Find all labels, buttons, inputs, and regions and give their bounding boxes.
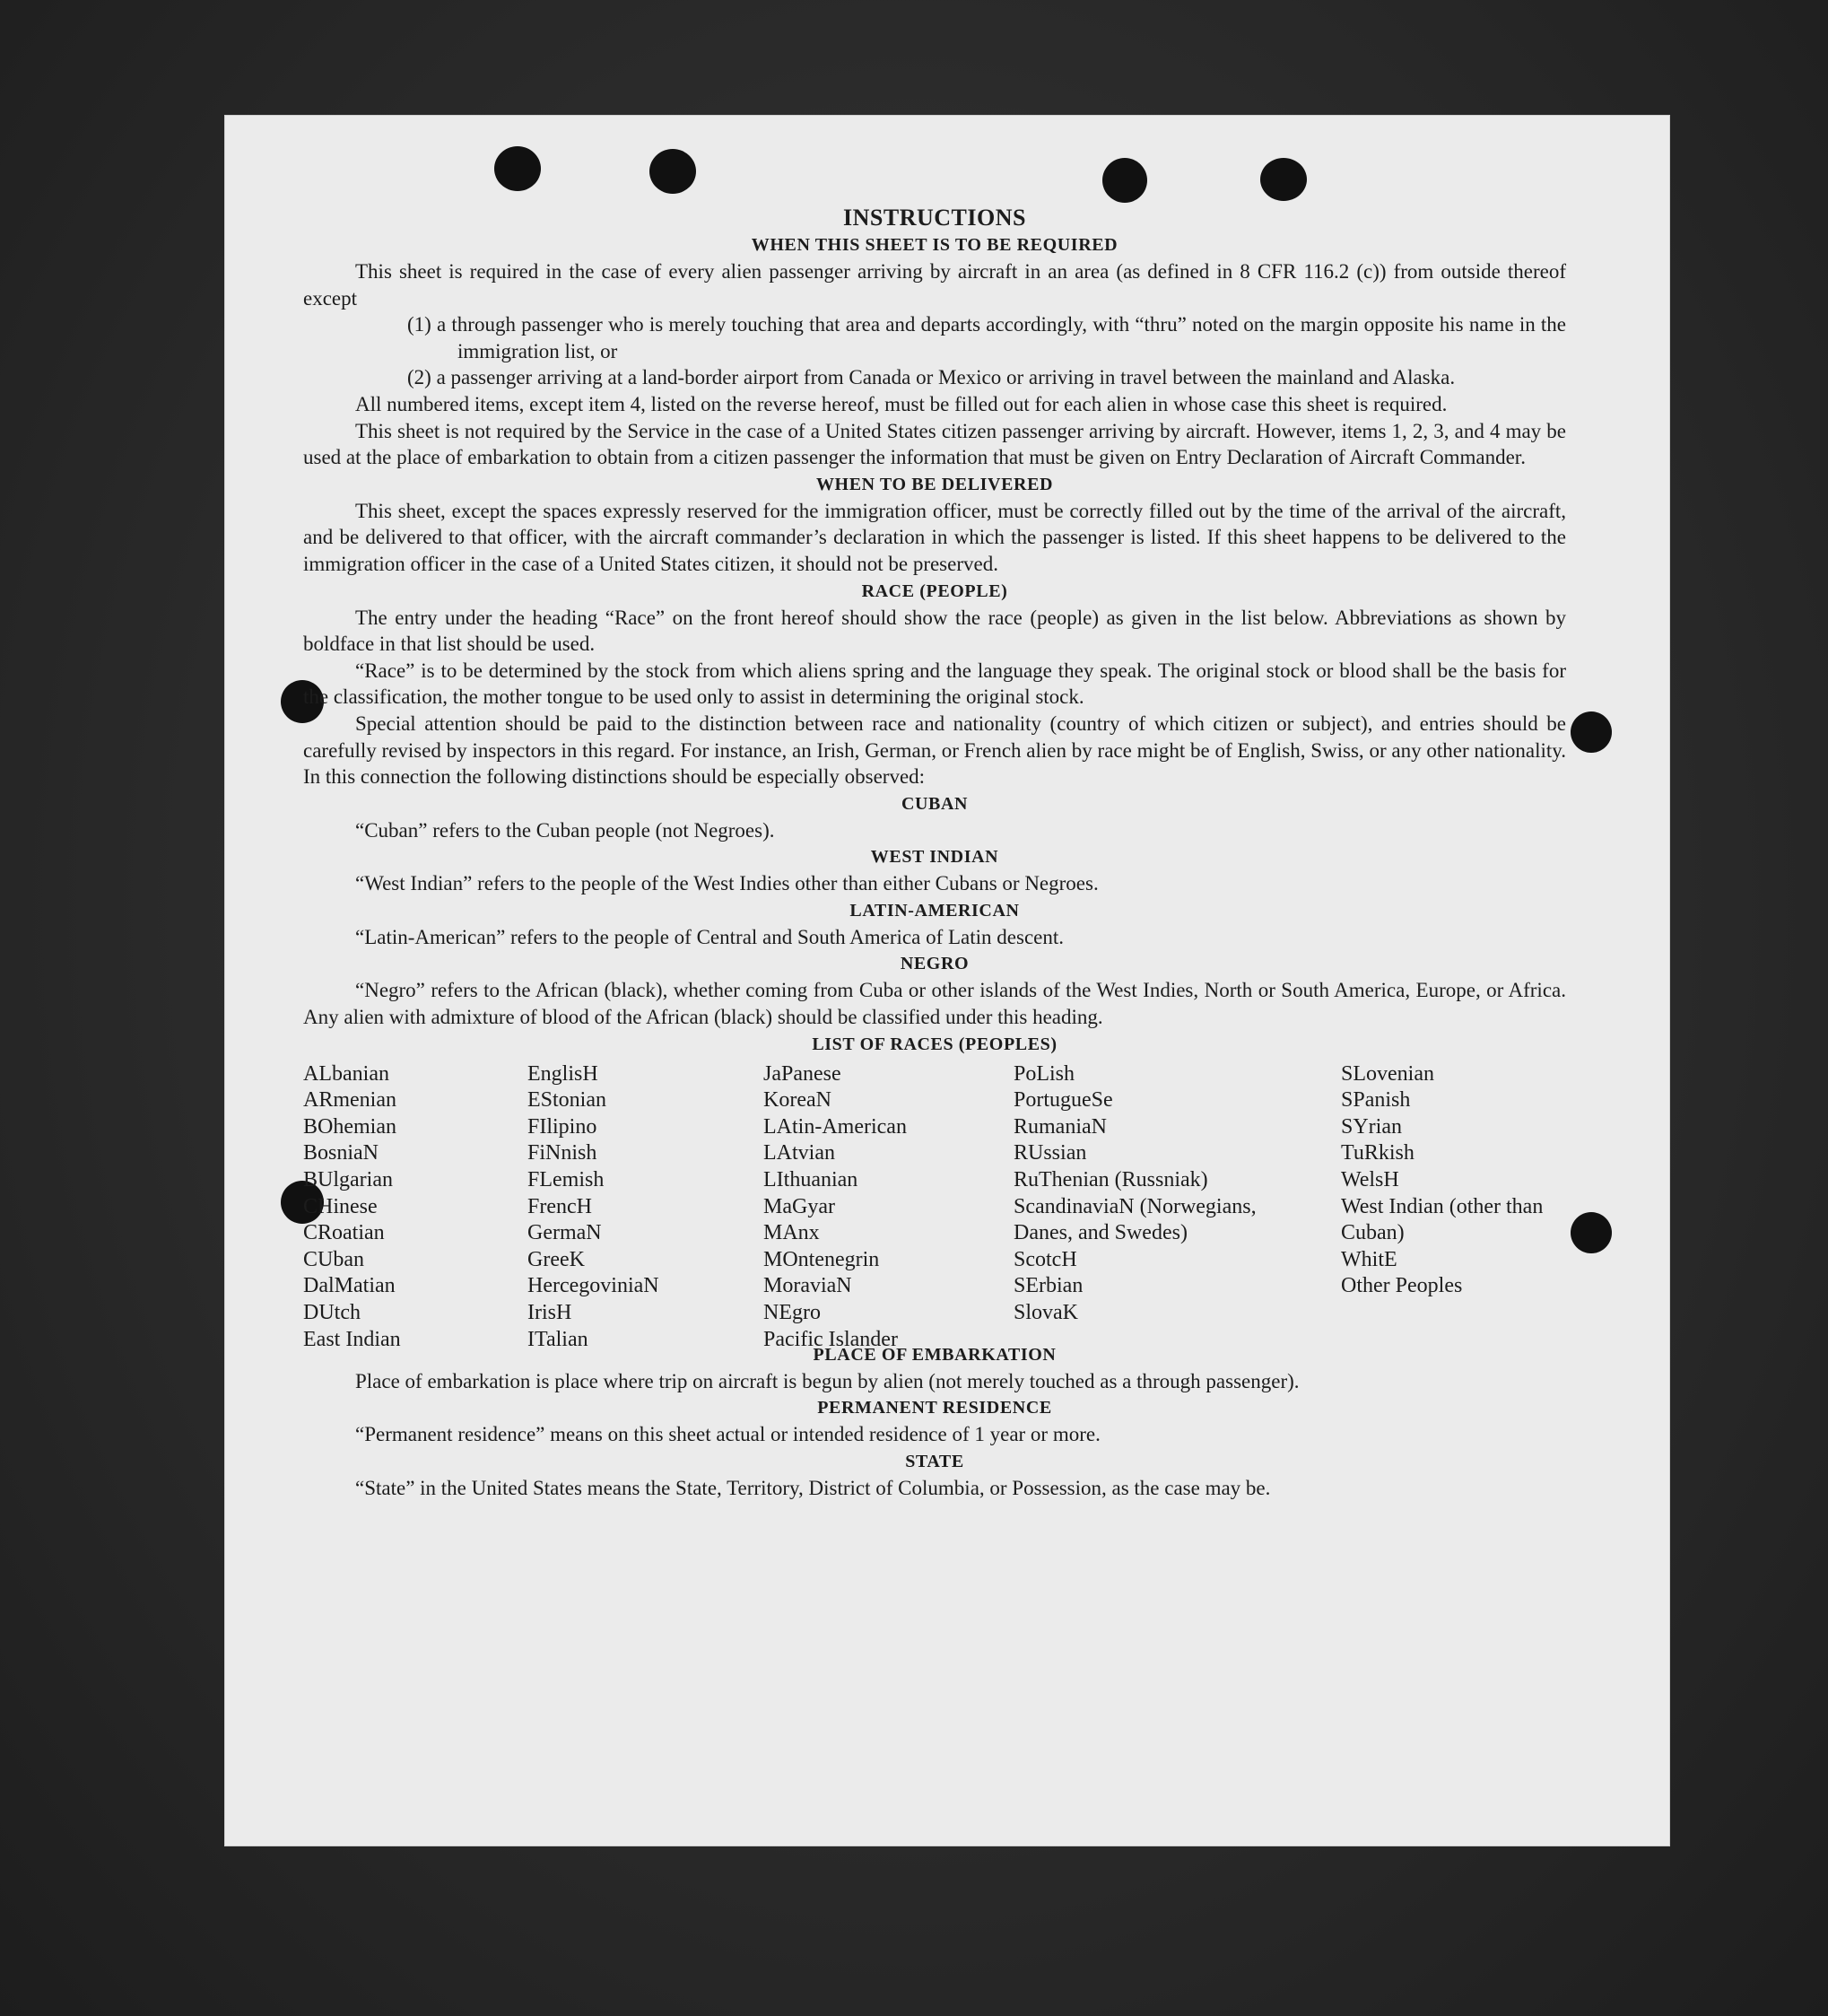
paragraph: “Race” is to be determined by the stock from which aliens spring and the language they speak. The original stock or blood shall be the basis for the classification, the mother tongue to be used only to assist in determining the original stock. [303,659,1566,709]
race-entry: NEgro [763,1301,821,1324]
race-entry: HercegoviniaN [527,1274,659,1298]
race-entry: IrisH [527,1301,572,1324]
race-entry: EStonian [527,1088,606,1113]
section-heading: RACE (PEOPLE) [861,580,1008,601]
race-entry: WelsH [1341,1168,1399,1192]
paragraph: Special attention should be paid to the distinction between race and nationality (country of which citizen or subject), and entries should be carefully revised by inspectors in this regard. For instance, an Irish, German, or French alien by race might be of English, Swiss, or any other nationality. In this connection the following distinctions should be especially observed: [303,711,1566,789]
races-column-5 [1341,1061,1567,1300]
race-entry: East Indian [303,1327,401,1351]
paragraph: This sheet is not required by the Service in the case of a United States citizen passenger arriving by aircraft. However, items 1, 2, 3, and 4 may be used at the place of embarkation to obtain from a citizen passenger the information that must be given on Entry Declaration of Aircraft Commander. [303,419,1566,469]
races-column-2 [527,1061,752,1354]
section-heading: WHEN THIS SHEET IS TO BE REQUIRED [751,235,1119,255]
section-heading: NEGRO [900,954,970,974]
race-entry: CRoatian [303,1221,385,1245]
section-heading: PLACE OF EMBARKATION [813,1344,1057,1365]
race-entry: LAtin-American [763,1114,907,1139]
race-entry: KoreaN [763,1088,831,1113]
race-entry: DalMatian [303,1274,396,1298]
race-entry: MaGyar [763,1194,835,1218]
races-column-4 [1014,1061,1275,1327]
race-entry: EnglisH [527,1061,598,1086]
section-heading: CUBAN [901,793,969,814]
section-heading: WHEN TO BE DELIVERED [815,474,1054,494]
race-entry: ALbanian [303,1061,389,1086]
race-entry: SYrian [1341,1114,1402,1139]
paragraph: This sheet, except the spaces expressly reserved for the immigration officer, must be correctly filled out by the time of the arrival of the aircraft, and be delivered to that officer, with the aircraft commander’s declaration in which the passenger is listed. If this sheet happens to be delivered to the immigration officer in the case of a United States citizen, it should not be preserved. [303,499,1566,575]
paragraph: This sheet is required in the case of every alien passenger arriving by aircraft in an area (as defined in 8 CFR 116.2 (c)) from outside thereof except [303,260,1566,310]
paragraph: “West Indian” refers to the people of the West Indies other than either Cubans or Negroes. [355,872,1099,895]
punch-hole [649,149,696,194]
race-entry: RUssian [1014,1141,1087,1165]
section-heading: WEST INDIAN [870,847,999,868]
section-heading: STATE [905,1451,964,1471]
race-entry: GermaN [527,1221,602,1245]
punch-hole [494,146,541,191]
race-entry: SPanish [1341,1088,1411,1113]
race-entry: CHinese [303,1194,378,1218]
race-entry: TuRkish [1341,1141,1415,1165]
race-entry: BosniaN [303,1141,379,1165]
instructions-text [303,205,1566,1501]
race-entry: FrencH [527,1194,592,1218]
races-list [303,1061,1566,1351]
paragraph: “Negro” refers to the African (black), whether coming from Cuba or other islands of the West Indies, North or South America, Europe, or Africa. Any alien with admixture of blood of the African (black) should be classified under this heading. [303,979,1566,1029]
punch-hole [1102,158,1147,203]
race-entry: ARmenian [303,1088,396,1113]
race-entry: Pacific Islander [763,1327,898,1351]
paragraph: “Cuban” refers to the Cuban people (not Negroes). [355,818,775,842]
race-entry: FIlipino [527,1114,597,1139]
race-entry: SErbian [1014,1274,1084,1298]
race-entry: SlovaK [1014,1301,1078,1324]
list-item: (1) a through passenger who is merely touching that area and departs accordingly, with “thru” noted on the margin opposite his name in the immigration list, or [407,313,1566,362]
race-entry: WhitE [1341,1247,1397,1271]
list-item: (2) a passenger arriving at a land-border airport from Canada or Mexico or arriving in travel between the mainland and Alaska. [407,366,1456,389]
paragraph: All numbered items, except item 4, listed on the reverse hereof, must be filled out for each alien in whose case this sheet is required. [355,392,1448,415]
race-entry: LIthuanian [763,1168,858,1192]
races-column-1 [303,1061,518,1354]
race-entry: CUban [303,1247,364,1271]
race-entry: RumaniaN [1014,1114,1107,1139]
section-heading: PERMANENT RESIDENCE [817,1398,1052,1418]
race-entry: GreeK [527,1247,585,1271]
race-entry: MoraviaN [763,1274,852,1298]
punch-hole [1260,158,1307,201]
race-entry: LAtvian [763,1141,835,1165]
paragraph: “State” in the United States means the State, Territory, District of Columbia, or Possession, as the case may be. [355,1476,1271,1499]
race-entry: ScandinaviaN (Norwegians, Danes, and Swedes) [1014,1194,1257,1245]
race-entry: MAnx [763,1221,820,1245]
race-entry: JaPanese [763,1061,841,1086]
punch-hole [1571,1212,1612,1253]
paragraph: “Latin-American” refers to the people of Central and South America of Latin descent. [355,925,1064,948]
section-heading: LATIN-AMERICAN [849,900,1020,921]
punch-hole [1571,711,1612,753]
race-entry: ITalian [527,1327,588,1351]
race-entry: PortugueSe [1014,1088,1113,1113]
race-entry: RuThenian (Russniak) [1014,1168,1208,1192]
section-heading: LIST OF RACES (PEOPLES) [812,1034,1058,1054]
races-column-3 [763,1061,1005,1354]
paragraph: The entry under the heading “Race” on the front hereof should show the race (people) as given in the list below. Abbreviations as shown by boldface in that list should be used. [303,606,1566,656]
page-title: INSTRUCTIONS [843,205,1026,231]
race-entry: BUlgarian [303,1168,393,1192]
paragraph: “Permanent residence” means on this sheet actual or intended residence of 1 year or more. [355,1423,1101,1446]
race-entry: PoLish [1014,1061,1075,1086]
race-entry: ScotcH [1014,1247,1077,1271]
race-entry: West Indian (other than Cuban) [1341,1194,1544,1245]
race-entry: Other Peoples [1341,1274,1463,1298]
race-entry: DUtch [303,1301,361,1324]
race-entry: FiNnish [527,1141,597,1165]
race-entry: FLemish [527,1168,605,1192]
race-entry: MOntenegrin [763,1247,880,1271]
race-entry: SLovenian [1341,1061,1434,1086]
race-entry: BOhemian [303,1114,396,1139]
paragraph: Place of embarkation is place where trip on aircraft is begun by alien (not merely touched as a through passenger). [355,1369,1300,1392]
